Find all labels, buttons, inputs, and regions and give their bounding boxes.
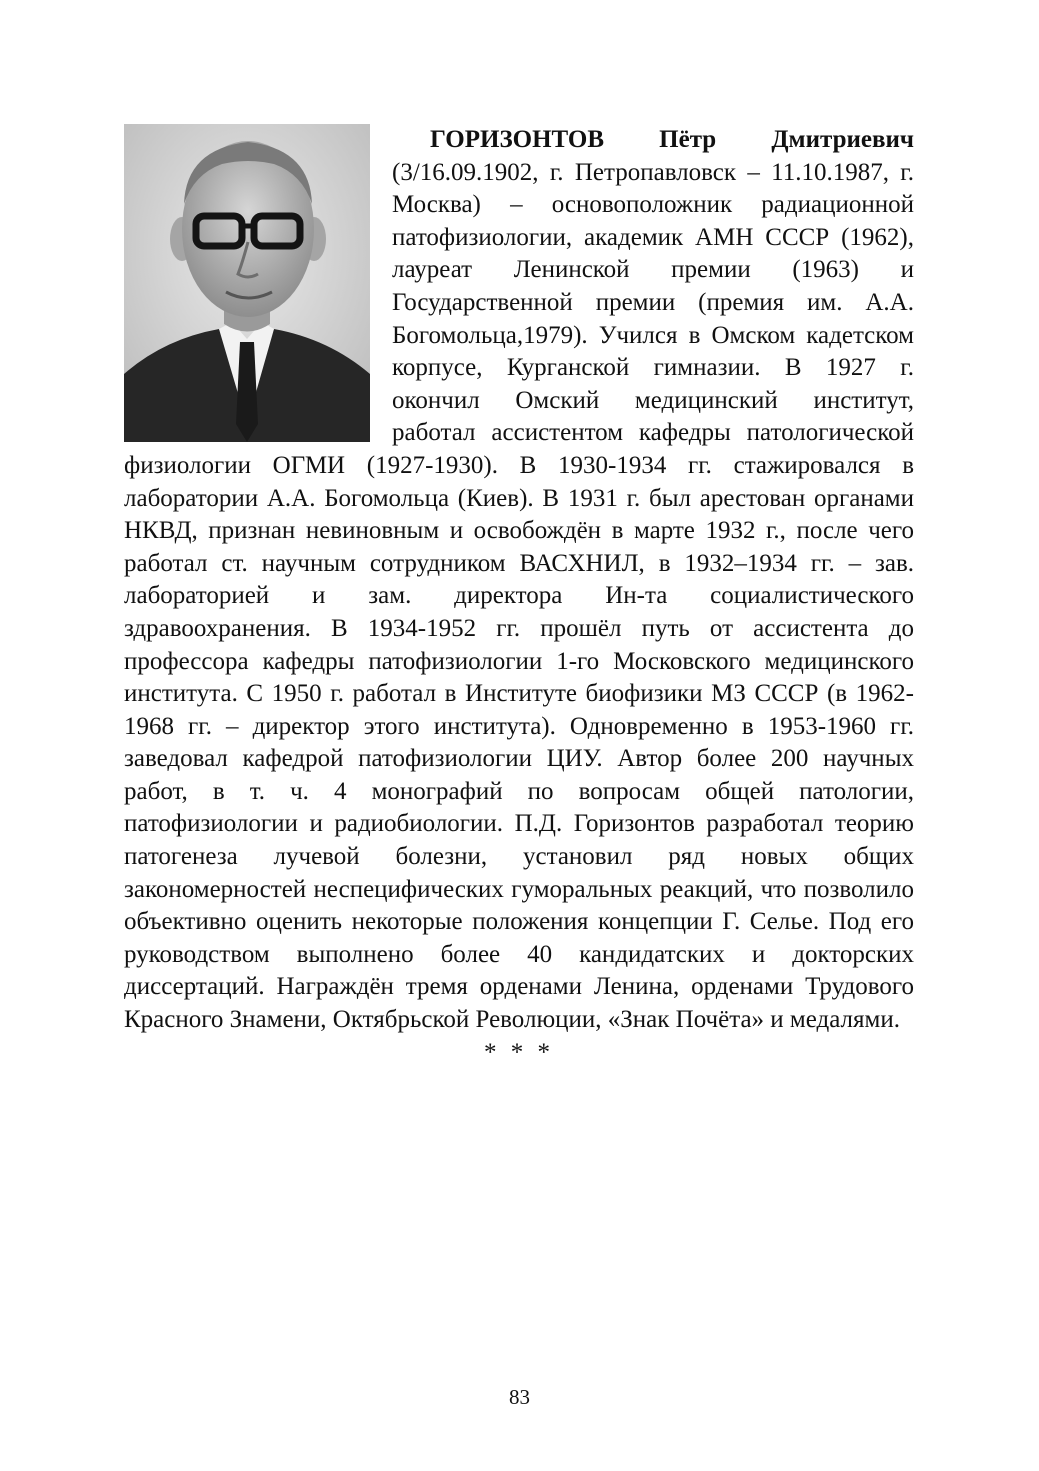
biography-entry — [124, 124, 914, 1067]
biography-body: (3/16.09.1902, г. Петропавловск – 11.10.1987, г. Москва) – основоположник радиационной патофизиологии, академик АМН СССР (1962), лауреат Ленинской премии (1963) и Государственной премии (премия им. А.А. Богомольца,1979). Учился в Омском кадетском корпусе, Курганской гимназии. В 1927 г. окончил Омский медицинский институт, работал ассистентом кафедры патологической физиологии ОГМИ (1927-1930). В 1930-1934 гг. стажировался в лаборатории А.А. Богомольца (Киев). В 1931 г. был арестован органами НКВД, признан невиновным и освобождён в марте 1932 г., после чего работал ст. научным сотрудником ВАСХНИЛ, в 1932–1934 гг. – зав. лабораторией и зам. директора Ин-та социалистического здравоохранения. В 1934-1952 гг. прошёл путь от ассистента до профессора кафедры патофизиологии 1-го Московского медицинского института. С 1950 г. работал в Институте биофизики МЗ СССР (в 1962-1968 гг. – директор этого института). Одновременно в 1953-1960 гг. заведовал кафедрой патофизиологии ЦИУ. Автор более 200 научных работ, в т. ч. 4 монографий по вопросам общей патологии, патофизиологии и радиобиологии. П.Д. Горизонтов разработал теорию патогенеза лучевой болезни, установил ряд новых общих закономерностей неспецифических гуморальных реакций, что позволило объективно оценить некоторые положения концепции Г. Селье. Под его руководством выполнено более 40 кандидатских и докторских диссертаций. Награждён тремя орденами Ленина, орденами Трудового Красного Знамени, Октябрьской Революции, «Знак Почёта» и медалями. — [124, 158, 914, 1034]
page-number: 83 — [509, 1385, 530, 1409]
section-separator: * * * — [484, 1038, 554, 1066]
portrait-photo — [124, 124, 370, 442]
person-name: ГОРИЗОНТОВ Пётр Дмитриевич — [430, 126, 914, 153]
